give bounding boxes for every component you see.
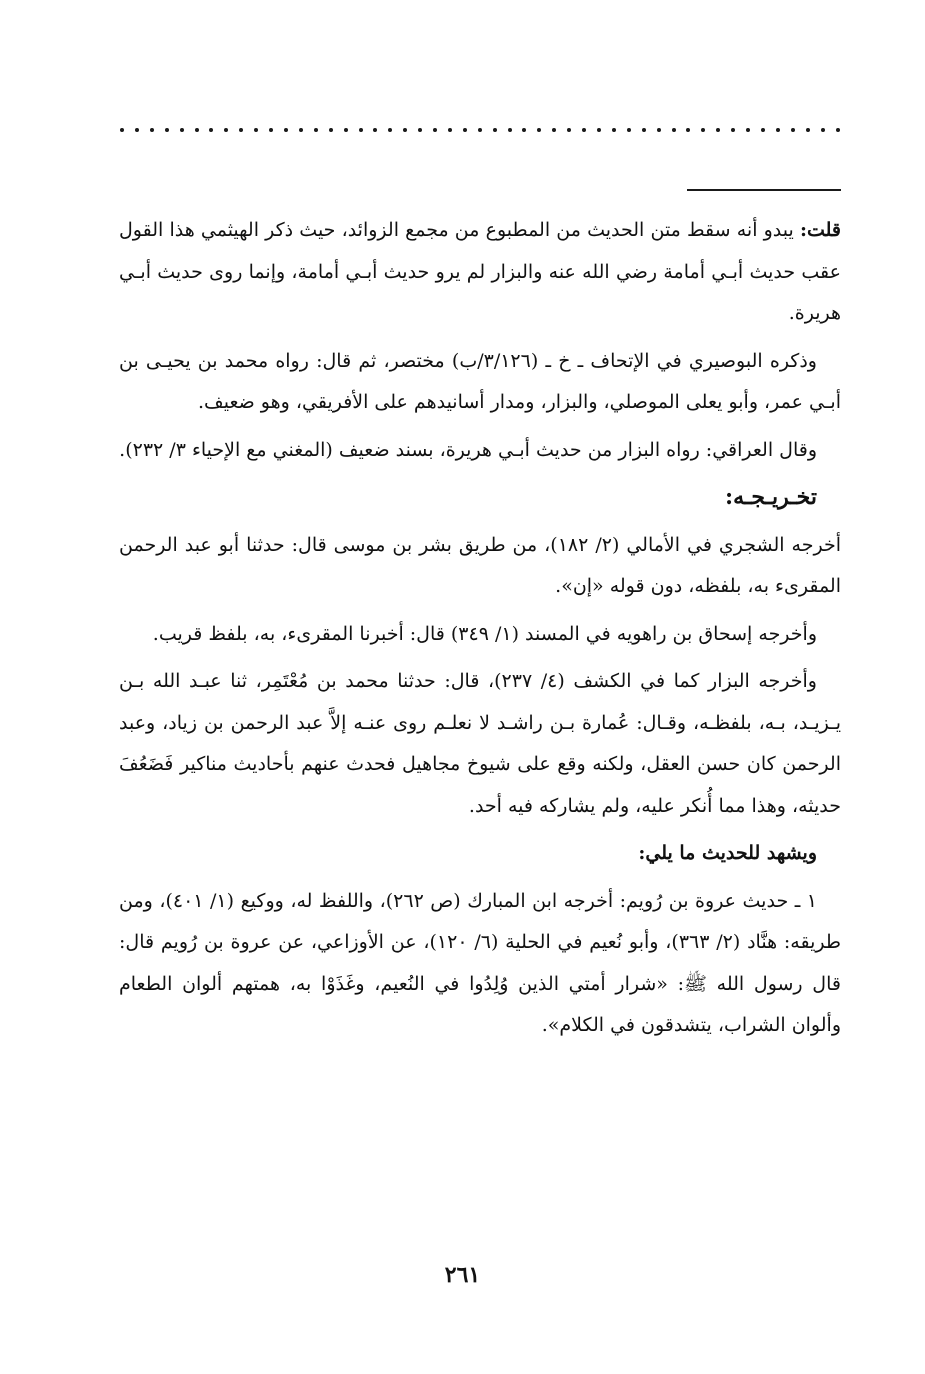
note-label: قلت: bbox=[799, 219, 841, 241]
page-body bbox=[119, 210, 841, 1057]
section-heading: تخـريـجـه: bbox=[724, 484, 817, 510]
paragraph-witness-1: ١ ـ حديث عروة بن رُويم: أخرجه ابن المبارك (ص ٢٦٢)، واللفظ له، ووكيع (١/ ٤٠١)، ومن طريقه: هنَّاد (٢/ ٣٦٣)، وأبو نُعيم في الحلية (٦/ ١٢٠)، عن الأوزاعي، عن عروة بن رُويم قال: قال رسول الله ﷺ: «شرار أمتي الذين وُلِدُوا في النُعيم، وغَذَوْا به، همتهم ألوان الطعام وألوان الشراب، يتشدقون في الكلام». bbox=[119, 889, 841, 1036]
paragraph-bazzar: وأخرجه البزار كما في الكشف (٤/ ٢٣٧)، قال: حدثنا محمد بن مُعْتَمِر، ثنا عبـد الله بـن يـزيـد، بـه، بلفظـه، وقـال: عُمارة بـن راشـد لا نعلـم روى عنـه إلاَّ عبد الرحمن بن زياد، وعبد الرحمن كان حسن العقل، ولكنه وقع على شيوخ مجاهيل فحدث عنهم بأحاديث مناكير فَضَعُفَ حديثه، وهذا مما أُنكر عليه، ولم يشاركه فيه أحد. bbox=[119, 670, 841, 817]
paragraph-iraqi: وقال العراقي: رواه البزار من حديث أبـي هريرة، بسند ضعيف (المغني مع الإحياء ٣/ ٢٣٢). bbox=[119, 438, 817, 461]
footnote-rule bbox=[687, 189, 841, 191]
note-text: يبدو أنه سقط متن الحديث من المطبوع من مجمع الزوائد، حيث ذكر الهيثمي هذا القول عقب حديث أبـي أمامة رضي الله عنه والبزار لم يرو حديث أبـي أمامة، وإنما روى حديث أبـي هريرة. bbox=[119, 219, 841, 324]
paragraph-witnesses-intro: ويشهد للحديث ما يلي: bbox=[638, 842, 817, 864]
paragraph-ishaq: وأخرجه إسحاق بن راهويه في المسند (١/ ٣٤٩) قال: أخبرنا المقرىء، به، بلفظ قريب. bbox=[152, 622, 817, 645]
paragraph-busiri: وذكره البوصيري في الإتحاف ـ خ ـ (٣/١٢٦/ب) مختصر، ثم قال: رواه محمد بن يحيـى بن أبـي عمر، وأبو يعلى الموصلي، والبزار، ومدار أسانيدهم على الأفريقي، وهو ضعيف. bbox=[119, 349, 841, 413]
page-number: ٢٦١ bbox=[444, 1262, 481, 1288]
footnote-separator-dots bbox=[120, 128, 840, 142]
paragraph-shajari: أخرجه الشجري في الأمالي (٢/ ١٨٢)، من طريق بشر بن موسى قال: حدثنا أبو عبد الرحمن المقرىء به، بلفظه، دون قوله «إن». bbox=[119, 533, 841, 597]
paragraph-note bbox=[119, 210, 841, 335]
